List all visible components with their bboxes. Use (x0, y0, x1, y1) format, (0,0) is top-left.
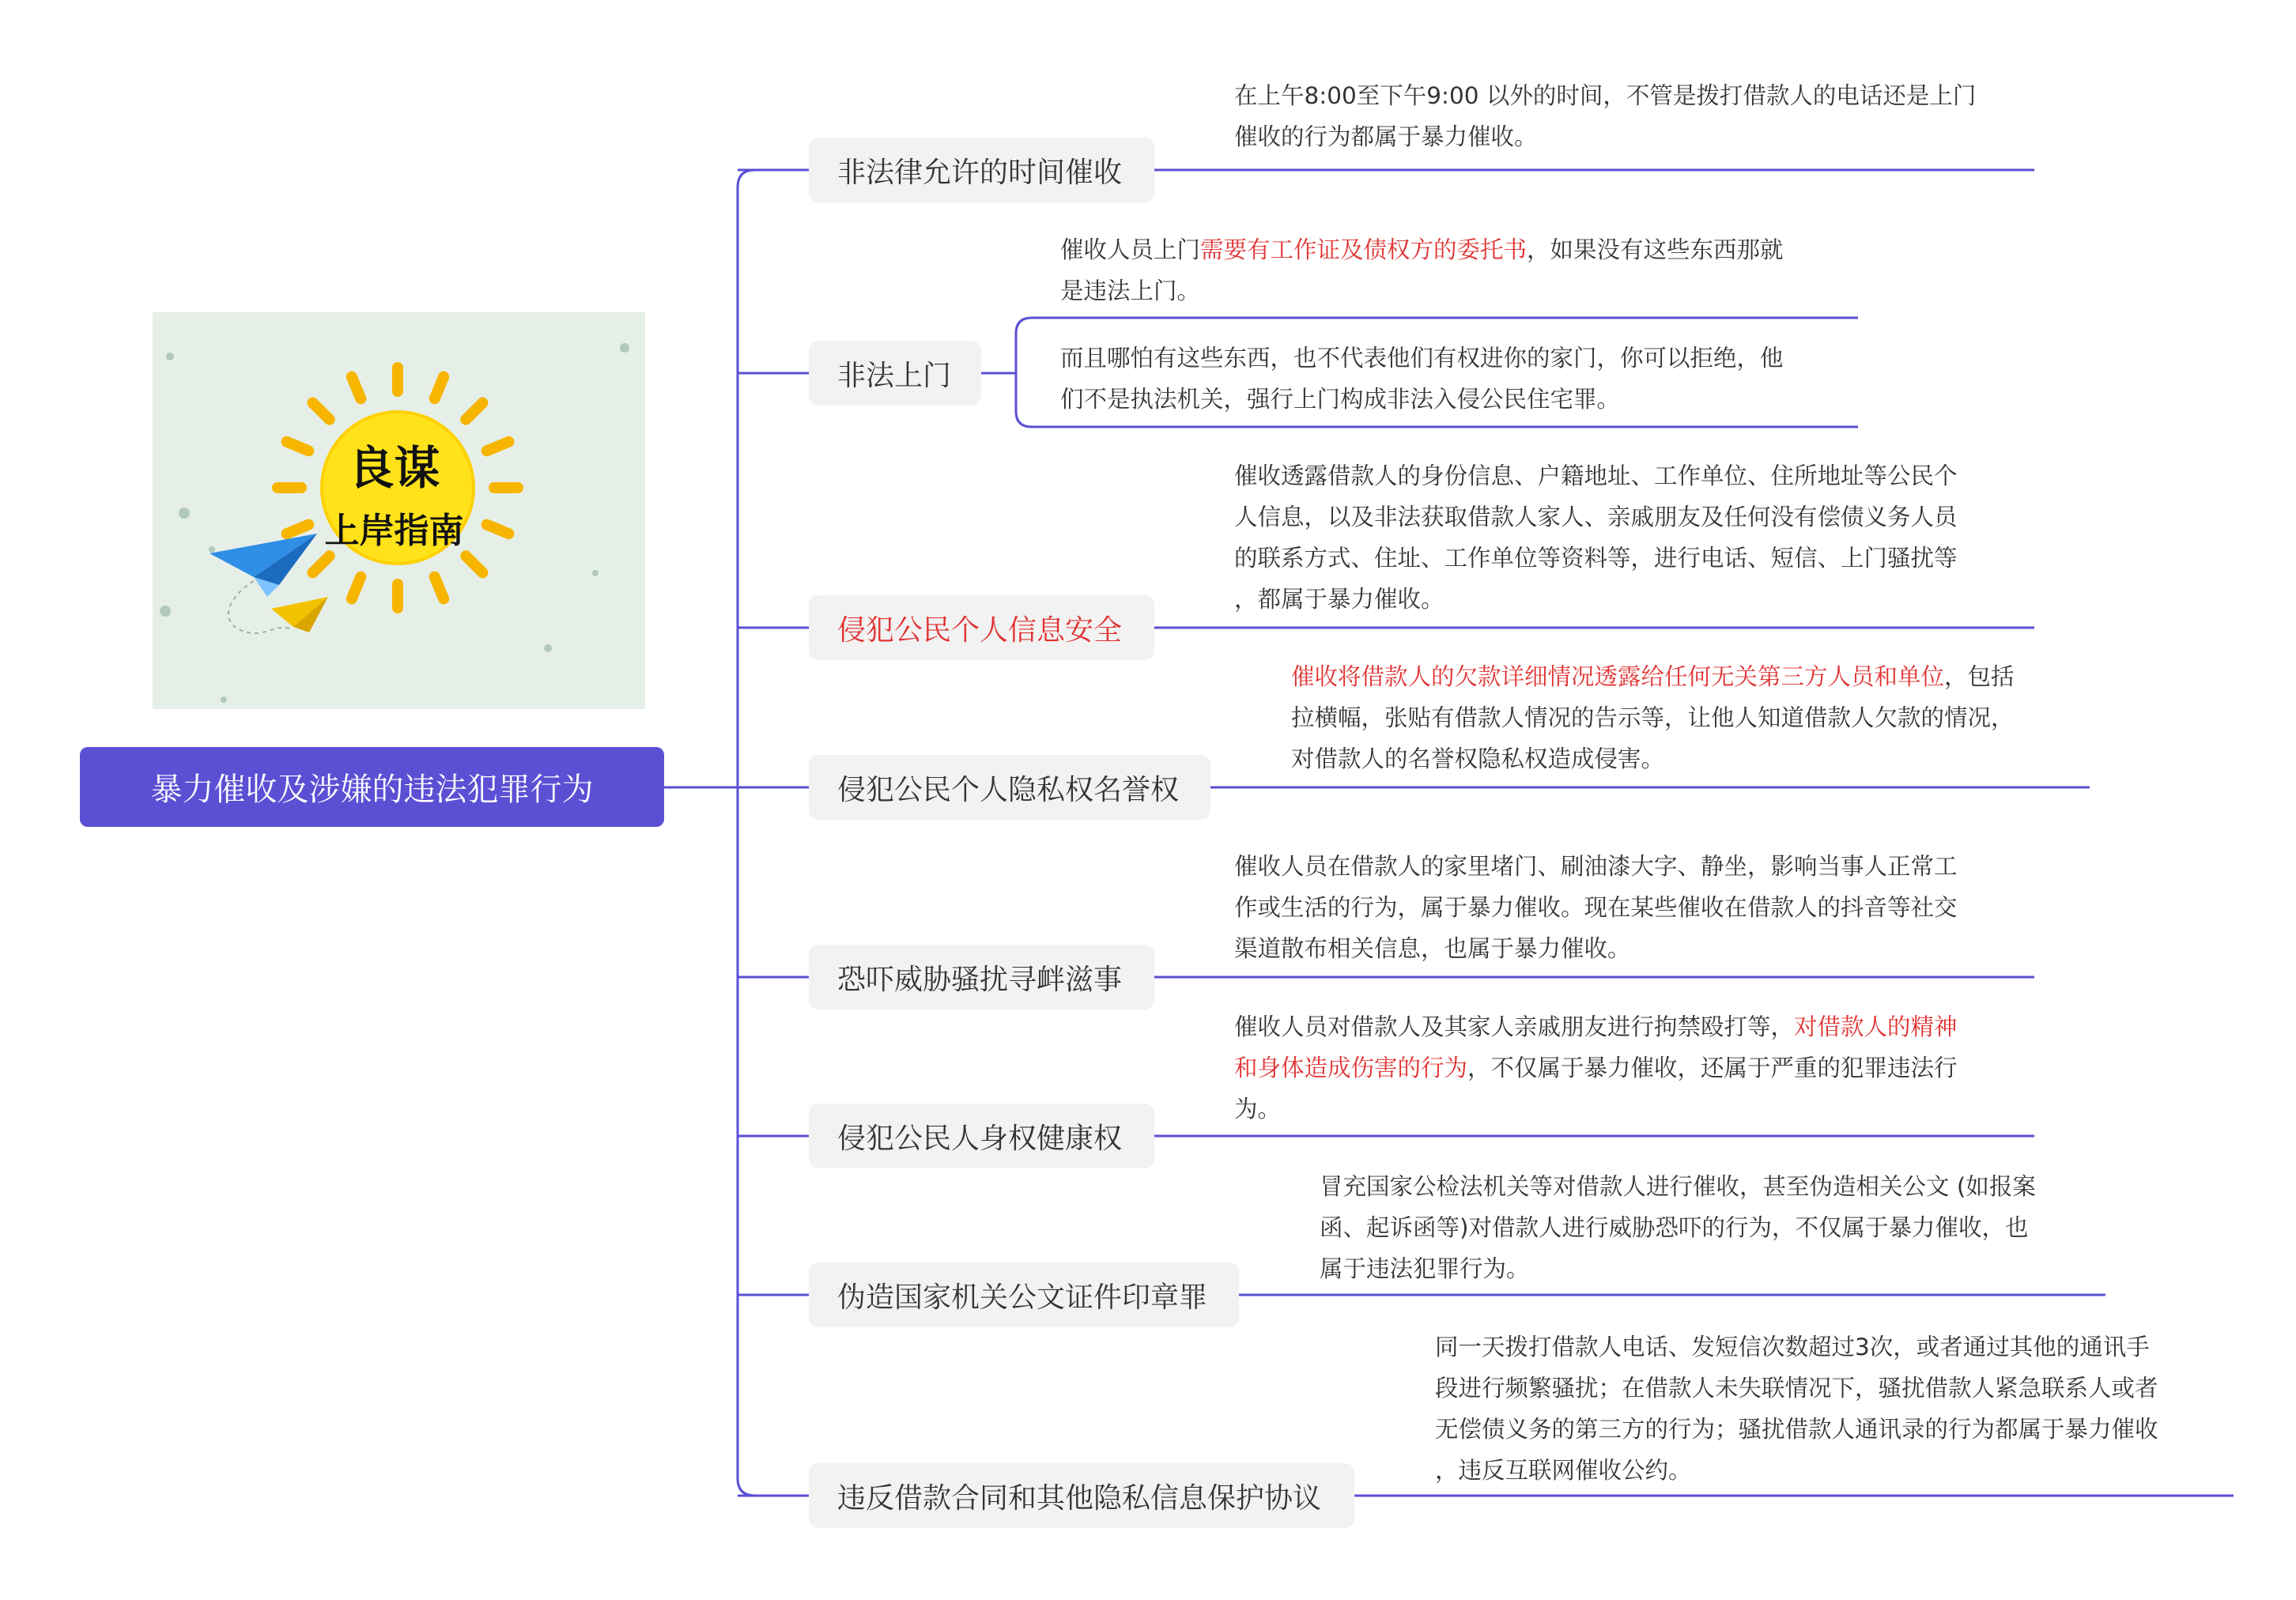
note-text (1234, 75, 1976, 157)
note-segment: 催收人员在借款人的家里堵门、刷油漆大字、静坐，影响当事人正常工 作或生活的行为，属于暴力催收。现在某些催收在借款人的抖音等社交 渠道散布相关信息，也属于暴力催收。 (1234, 853, 1958, 962)
note-text (1234, 1006, 1958, 1130)
branch-topic[interactable]: 违反借款合同和其他隐私信息保护协议 (809, 1463, 1354, 1528)
branch-topic[interactable]: 侵犯公民个人信息安全 (809, 595, 1154, 660)
logo-title: 良谋 (348, 441, 440, 495)
note-text (1060, 338, 1784, 420)
note-segment: 催收人员上门 (1060, 236, 1201, 263)
highlight-text: 需要有工作证及债权方的委托书 (1200, 236, 1528, 263)
branch-topic[interactable]: 恐吓威胁骚扰寻衅滋事 (809, 945, 1154, 1009)
logo-subtitle: 上岸指南 (324, 511, 464, 551)
logo-image (153, 312, 645, 709)
note-segment: 催收人员对借款人及其家人亲戚朋友进行拘禁殴打等， (1234, 1013, 1795, 1040)
spine-line (738, 170, 755, 1496)
note-text (1234, 846, 1958, 969)
highlight-text: 对借款人的精神 和身体造成伤害的行为 (1234, 1013, 1958, 1081)
note-text (1291, 656, 2015, 779)
note-segment: 催收透露借款人的身份信息、户籍地址、工作单位、住所地址等公民个 人信息，以及非法获取借款人家人、亲戚朋友及任何没有偿债义务人员 的联系方式、住址、工作单位等资料等，进行电话、短信、上门骚扰等 ，都属于暴力催收。 (1234, 462, 1958, 613)
note-text (1320, 1166, 2036, 1289)
branch-topic[interactable]: 侵犯公民个人隐私权名誉权 (809, 755, 1210, 820)
note-text (1060, 229, 1784, 311)
note-text (1234, 455, 1958, 620)
note-segment: 在上午8:00至下午9:00 以外的时间，不管是拨打借款人的电话还是上门 催收的行为都属于暴力催收。 (1234, 82, 1977, 150)
branch-topic[interactable]: 伪造国家机关公文证件印章罪 (809, 1262, 1239, 1327)
note-segment: 同一天拨打借款人电话、发短信次数超过3次，或者通过其他的通讯手 段进行频繁骚扰；在借款人未失联情况下，骚扰借款人紧急联系人或者 无偿债义务的第三方的行为；骚扰借款人通讯录的行为都属于暴力催收 ，违反互联网催收公约。 (1435, 1334, 2158, 1484)
note-segment: ，包括 拉横幅，张贴有借款人情况的告示等，让他人知道借款人欠款的情况， 对借款人的名誉权隐私权造成侵害。 (1291, 663, 2015, 772)
note-segment: ，如果没有这些东西那就 是违法上门。 (1060, 236, 1784, 304)
root-topic[interactable]: 暴力催收及涉嫌的违法犯罪行为 (80, 747, 664, 827)
branch-topic[interactable]: 侵犯公民人身权健康权 (809, 1104, 1154, 1168)
note-segment: 冒充国家公检法机关等对借款人进行催收，甚至伪造相关公文 (如报案 函、起诉函等)对借款人进行威胁恐吓的行为，不仅属于暴力催收，也 属于违法犯罪行为。 (1320, 1173, 2036, 1282)
branch-topic[interactable]: 非法律允许的时间催收 (809, 138, 1154, 202)
branch-topic[interactable]: 非法上门 (809, 341, 981, 406)
note-text (1435, 1326, 2158, 1491)
note-segment: 而且哪怕有这些东西，也不代表他们有权进你的家门，你可以拒绝，他 们不是执法机关，强行上门构成非法入侵公民住宅罪。 (1060, 345, 1784, 413)
note-segment: ，不仅属于暴力催收，还属于严重的犯罪违法行 为。 (1234, 1055, 1958, 1123)
highlight-text: 催收将借款人的欠款详细情况透露给任何无关第三方人员和单位 (1291, 663, 1945, 690)
